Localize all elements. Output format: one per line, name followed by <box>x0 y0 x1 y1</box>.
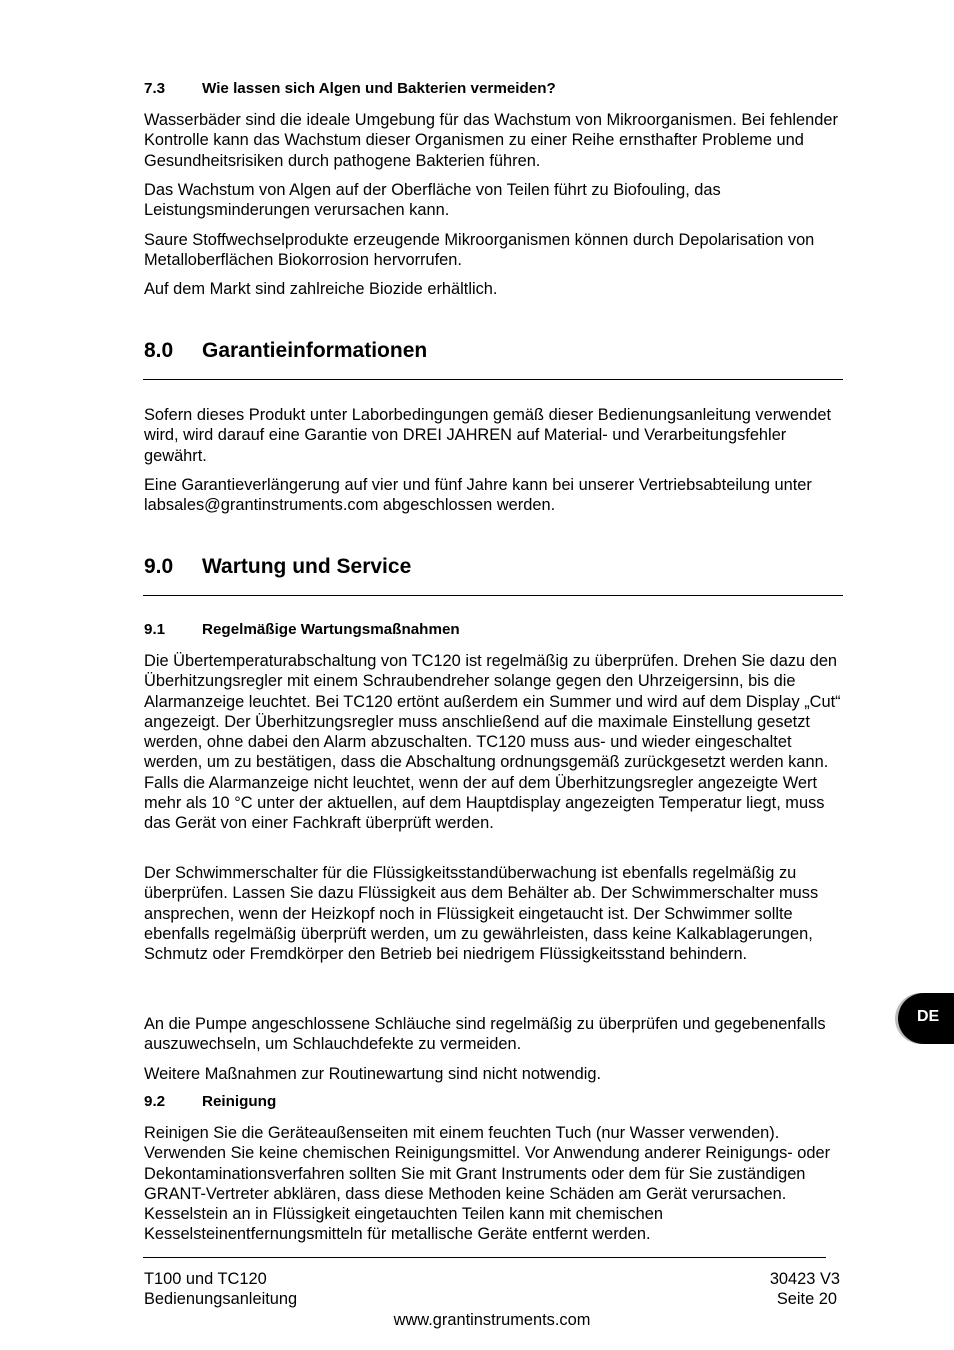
paragraph: Der Schwimmerschalter für die Flüssigkeitsstandüberwachung ist ebenfalls regelmäßig zu überprüfen. Lassen Sie dazu Flüssigkeit aus dem Behälter ab. Der Schwimmerschalter muss ansprechen, wenn der Heizkopf noch in Flüssigkeit eingetaucht ist. Der Schwimmer sollte ebenfalls regelmäßig überprüft werden, um zu gewährleisten, dass keine Kalkablagerungen, Schmutz oder Fremdkörper den Betrieb bei niedrigem Flüssigkeitsstand behindern. <box>144 864 819 964</box>
heading-number: 9.1 <box>144 621 166 638</box>
language-tab-label: DE <box>917 1008 940 1025</box>
footer-divider <box>143 1257 826 1258</box>
paragraph: Das Wachstum von Algen auf der Oberfläche von Teilen führt zu Biofouling, das Leistungsminderungen verursachen kann. <box>144 181 721 220</box>
footer-product: T100 und TC120 <box>144 1270 267 1288</box>
footer-doc-number: 30423 V3 <box>769 1270 840 1288</box>
heading-7-3 <box>144 80 556 97</box>
language-tab <box>898 993 954 1044</box>
paragraph: Sofern dieses Produkt unter Laborbedingungen gemäß dieser Bedienungsanleitung verwendet wird, wird darauf eine Garantie von DREI JAHREN auf Material- und Verarbeitungsfehler gewährt. <box>144 406 832 465</box>
heading-9-1 <box>144 621 460 638</box>
heading-title: Wie lassen sich Algen und Bakterien vermeiden? <box>202 80 556 97</box>
heading-number: 8.0 <box>144 339 174 362</box>
paragraph: Wasserbäder sind die ideale Umgebung für das Wachstum von Mikroorganismen. Bei fehlender Kontrolle kann das Wachstum dieser Organismen zu einer Reihe ernsthafter Probleme und Gesundheitsrisiken durch pathogene Bakterien führen. <box>144 111 838 170</box>
footer-page-number: Seite 20 <box>776 1290 837 1308</box>
paragraph: Auf dem Markt sind zahlreiche Biozide erhältlich. <box>144 280 498 298</box>
heading-number: 9.2 <box>144 1093 166 1110</box>
section-divider <box>143 379 843 380</box>
heading-title: Wartung und Service <box>202 555 412 578</box>
footer-website: www.grantinstruments.com <box>393 1311 591 1329</box>
paragraph: Saure Stoffwechselprodukte erzeugende Mikroorganismen können durch Depolarisation von Metalloberflächen Biokorrosion hervorrufen. <box>144 231 815 270</box>
section-divider <box>143 595 843 596</box>
heading-title: Regelmäßige Wartungsmaßnahmen <box>202 621 460 638</box>
paragraph: Eine Garantieverlängerung auf vier und fünf Jahre kann bei unserer Vertriebsabteilung unter labsales@grantinstruments.com abgeschlossen werden. <box>144 476 812 515</box>
heading-number: 7.3 <box>144 80 166 97</box>
heading-number: 9.0 <box>144 555 174 578</box>
heading-title: Garantieinformationen <box>202 339 428 362</box>
paragraph: Weitere Maßnahmen zur Routinewartung sind nicht notwendig. <box>144 1065 602 1083</box>
paragraph: An die Pumpe angeschlossene Schläuche sind regelmäßig zu überprüfen und gegebenenfalls auszuwechseln, um Schlauchdefekte zu vermeiden. <box>144 1015 826 1054</box>
paragraph: Die Übertemperaturabschaltung von TC120 ist regelmäßig zu überprüfen. Drehen Sie dazu den Überhitzungsregler mit einem Schraubendreher solange gegen den Uhrzeigersinn, bis die Alarmanzeige leuchtet. Bei TC120 ertönt außerdem ein Summer und wird auf dem Display „Cut“ angezeigt. Der Überhitzungsregler muss anschließend auf die maximale Einstellung gesetzt werden, ohne dabei den Alarm abzuschalten. TC120 muss aus- und wieder eingeschaltet werden, um zu bestätigen, dass die Abschaltung ordnungsgemäß zurückgesetzt werden kann. Falls die Alarmanzeige nicht leuchtet, wenn der auf dem Überhitzungsregler angezeigte Wert mehr als 10 °C unter der aktuellen, auf dem Hauptdisplay angezeigten Temperatur liegt, muss das Gerät von einer Fachkraft überprüft werden. <box>144 652 841 833</box>
heading-9-2 <box>144 1093 276 1110</box>
heading-title: Reinigung <box>202 1093 277 1110</box>
heading-8 <box>144 339 427 363</box>
footer-manual: Bedienungsanleitung <box>144 1290 298 1308</box>
paragraph: Reinigen Sie die Geräteaußenseiten mit einem feuchten Tuch (nur Wasser verwenden). Verwenden Sie keine chemischen Reinigungsmittel. Vor Anwendung anderer Reinigungs- oder Dekontaminationsverfahren sollten Sie mit Grant Instruments oder dem für Sie zuständigen GRANT-Vertreter abklären, dass diese Methoden keine Schäden am Gerät verursachen. Kesselstein an in Flüssigkeit eingetauchten Teilen kann mit chemischen Kesselsteinentfernungsmitteln für metallische Geräte entfernt werden. <box>144 1124 831 1244</box>
heading-9 <box>144 555 411 579</box>
